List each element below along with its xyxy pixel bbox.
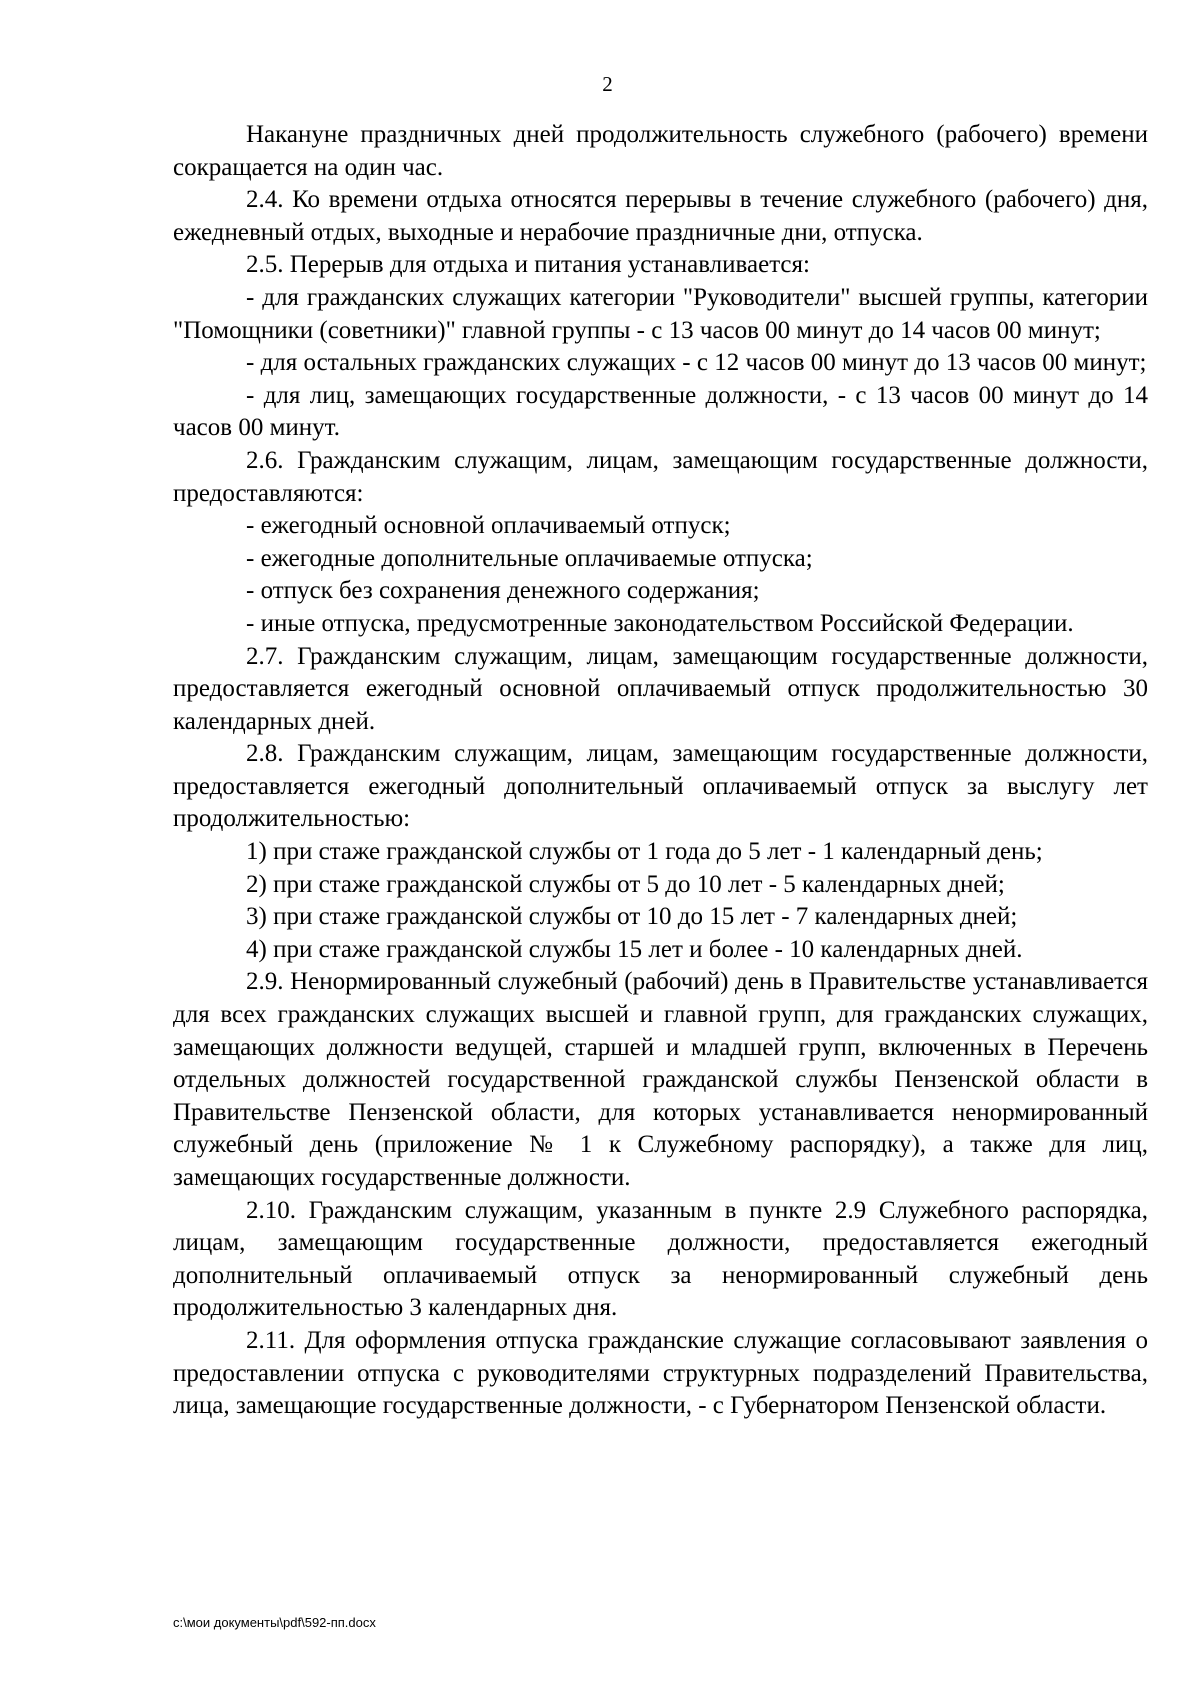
paragraph-2-8: 2.8. Гражданским служащим, лицам, замещающим государственные должности, предоставляется ежегодный дополнительный оплачиваемый отпуск за выслугу лет продолжительностью:	[173, 740, 1148, 833]
paragraph-2-5: 2.5. Перерыв для отдыха и питания устанавливается:	[246, 251, 810, 279]
paragraph-2-4: 2.4. Ко времени отдыха относятся перерывы в течение служебного (рабочего) дня, ежедневный отдых, выходные и нерабочие праздничные дни, отпуска.	[173, 186, 1148, 246]
page-number: 2	[602, 72, 613, 96]
list-item-unpaid-leave: - отпуск без сохранения денежного содержания;	[246, 577, 760, 605]
paragraph-2-7: 2.7. Гражданским служащим, лицам, замещающим государственные должности, предоставляется ежегодный основной оплачиваемый отпуск продолжительностью 30 календарных дней.	[173, 642, 1148, 735]
document-body	[173, 119, 1148, 1423]
list-item-other-leave: - иные отпуска, предусмотренные законодательством Российской Федерации.	[246, 609, 1074, 637]
list-item-service-2: 2) при стаже гражданской службы от 5 до 10 лет - 5 календарных дней;	[246, 870, 1005, 898]
paragraph-2-9: 2.9. Ненормированный служебный (рабочий) день в Правительстве устанавливается для всех гражданских служащих высшей и главной групп, для гражданских служащих, замещающих должности ведущей, старшей и младшей групп, включенных в Перечень отдельных должностей государственной гражданской службы Пензенской области в Правительстве Пензенской области, для которых устанавливается ненормированный служебный день (приложение № 1 к Служебному распорядку), а также для лиц, замещающих государственные должности.	[173, 968, 1148, 1191]
list-item-service-1: 1) при стаже гражданской службы от 1 года до 5 лет - 1 календарный день;	[246, 838, 1043, 866]
paragraph-holiday-eve: Накануне праздничных дней продолжительность служебного (рабочего) времени сокращается на один час.	[173, 121, 1148, 181]
paragraph-2-6: 2.6. Гражданским служащим, лицам, замещающим государственные должности, предоставляются:	[173, 446, 1148, 507]
list-item-break-managers: - для гражданских служащих категории "Руководители" высшей группы, категории "Помощники (советники)" главной группы - с 13 часов 00 минут до 14 часов 00 минут;	[173, 283, 1148, 344]
list-item-service-3: 3) при стаже гражданской службы от 10 до 15 лет - 7 календарных дней;	[246, 903, 1018, 931]
paragraph-2-11: 2.11. Для оформления отпуска гражданские служащие согласовывают заявления о предоставлении отпуска с руководителями структурных подразделений Правительства, лица, замещающие государственные должности, - с Губернатором Пензенской области.	[173, 1326, 1148, 1420]
list-item-break-officials: - для лиц, замещающих государственные должности, - с 13 часов 00 минут до 14 часов 00 минут.	[173, 381, 1148, 442]
list-item-annual-leave: - ежегодный основной оплачиваемый отпуск;	[246, 512, 731, 540]
paragraph-2-10: 2.10. Гражданским служащим, указанным в пункте 2.9 Служебного распорядка, лицам, замещающим государственные должности, предоставляется ежегодный дополнительный оплачиваемый отпуск за ненормированный служебный день продолжительностью 3 календарных дня.	[173, 1196, 1148, 1322]
list-item-additional-leave: - ежегодные дополнительные оплачиваемые отпуска;	[246, 544, 813, 572]
list-item-service-4: 4) при стаже гражданской службы 15 лет и более - 10 календарных дней.	[246, 935, 1023, 963]
list-item-break-others: - для остальных гражданских служащих - с 12 часов 00 минут до 13 часов 00 минут;	[246, 349, 1147, 377]
footer-file-path: c:\мои документы\pdf\592-пп.docx	[173, 1615, 376, 1630]
